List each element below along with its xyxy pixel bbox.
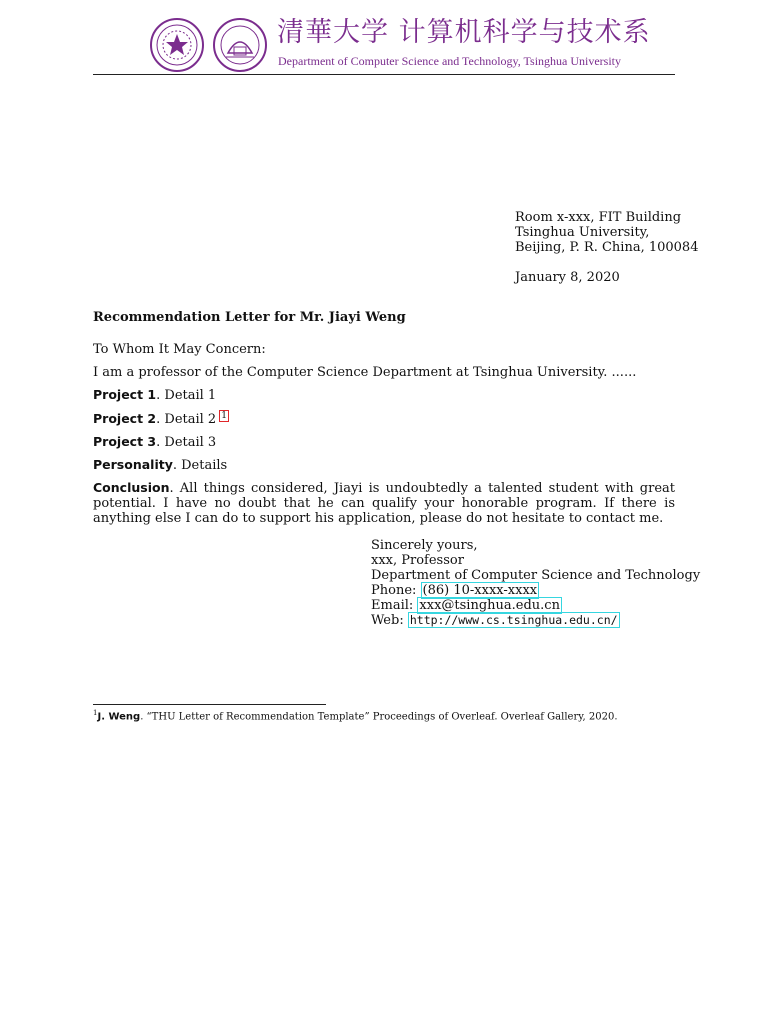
paragraph-text: . Detail 2 <box>156 412 217 427</box>
paragraph-text: . Detail 1 <box>156 388 217 403</box>
project-3-paragraph <box>93 434 675 450</box>
phone-label: Phone: <box>371 583 417 598</box>
web-label: Web: <box>371 613 404 628</box>
letter-subject: Recommendation Letter for Mr. Jiayi Weng <box>93 310 406 325</box>
paragraph-text: . All things considered, Jiayi is undoubtedly a talented student with great potential. I have no doubt that he can qualify your honorable program. If there is anything else I can do to support his application, please do not hesitate to contact me. <box>93 481 675 526</box>
web-link[interactable]: http://www.cs.tsinghua.edu.cn/ <box>409 613 618 627</box>
paragraph-lead: Project 3 <box>93 434 157 449</box>
paragraph-lead: Conclusion <box>93 480 170 495</box>
email-line <box>371 598 700 613</box>
footnote-mark: 1 <box>93 709 98 717</box>
closing: Sincerely yours, <box>371 538 478 553</box>
footnote-text: . “THU Letter of Recommendation Template” Proceedings of Overleaf. Overleaf Gallery, 2020. <box>140 711 618 723</box>
footnote-link[interactable]: 1 <box>221 411 227 421</box>
phone-line <box>371 583 700 598</box>
paragraph-text: . Details <box>172 458 228 473</box>
personality-paragraph <box>93 457 675 473</box>
phone-link[interactable]: (86) 10-xxxx-xxxx <box>422 583 538 598</box>
greeting: To Whom It May Concern: <box>93 342 266 357</box>
paragraph-lead: Project 1 <box>93 387 157 402</box>
project-2-paragraph <box>93 410 675 427</box>
department-chinese-name: 清華大学 计算机科学与技术系 <box>277 17 651 48</box>
department-english-name: Department of Computer Science and Technology, Tsinghua University <box>278 54 622 68</box>
footnote-author: J. Weng <box>97 711 141 723</box>
letter-date: January 8, 2020 <box>515 270 620 285</box>
address-line: Tsinghua University, <box>515 225 650 240</box>
project-1-paragraph <box>93 387 675 403</box>
signer-name: xxx, Professor <box>371 553 464 568</box>
intro-paragraph: I am a professor of the Computer Science Department at Tsinghua University. ...... <box>93 365 637 380</box>
email-label: Email: <box>371 598 414 613</box>
paragraph-text: . Detail 3 <box>156 435 217 450</box>
address-line: Beijing, P. R. China, 100084 <box>515 240 699 255</box>
signer-department: Department of Computer Science and Technology <box>371 568 701 583</box>
footnote <box>93 709 618 722</box>
address-line: Room x-xxx, FIT Building <box>515 210 682 225</box>
conclusion-paragraph <box>93 480 675 526</box>
tsinghua-seal-icon <box>149 17 205 73</box>
signature-block <box>371 538 700 628</box>
paragraph-lead: Project 2 <box>93 411 157 426</box>
footnote-divider <box>93 704 326 705</box>
web-line <box>371 613 700 628</box>
sender-address <box>515 210 698 255</box>
header-divider <box>93 74 675 75</box>
email-link[interactable]: xxx@tsinghua.edu.cn <box>419 598 560 613</box>
tsinghua-seal-icon <box>212 17 268 73</box>
paragraph-lead: Personality <box>93 457 173 472</box>
